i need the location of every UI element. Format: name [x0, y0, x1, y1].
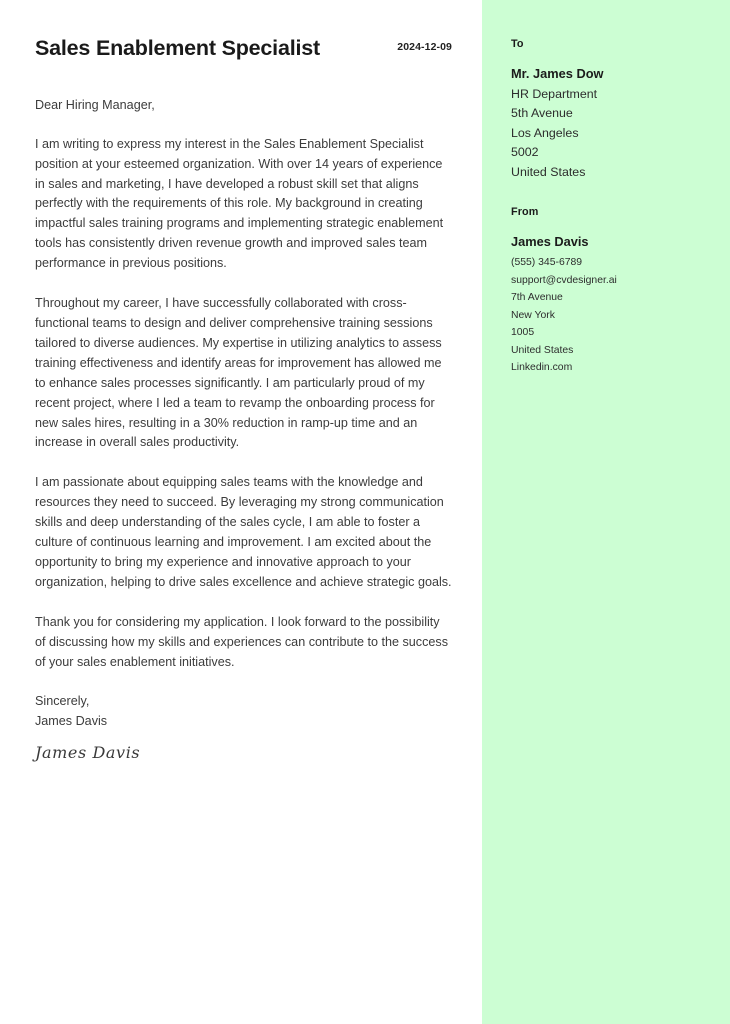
page-title: Sales Enablement Specialist [35, 36, 320, 60]
sender-block [511, 206, 710, 376]
recipient-line: 5th Avenue [511, 106, 573, 121]
salutation: Dear Hiring Manager, [35, 97, 155, 112]
sender-line: United States [511, 344, 574, 356]
letter-date: 2024-12-09 [397, 41, 452, 53]
letter-paragraph: I am writing to express my interest in the Sales Enablement Specialist position at your esteemed organization. With over 14 years of experience in sales and marketing, I have developed a robust skill set that aligns perfectly with the requirements of this role. My background in creating impactful sales training programs and implementing strategic enablement tools has consistently driven revenue growth and improved sales team performance in previous positions. [35, 136, 444, 271]
recipient-line: United States [511, 164, 586, 179]
letter-paragraph: Throughout my career, I have successfully collaborated with cross-functional teams to design and deliver comprehensive training sessions tailored to diverse audiences. My expertise in utilizing analytics to assess training effectiveness and identify areas for improvement has allowed me to enhance sales processes significantly. I am particularly proud of my recent project, where I led a team to revamp the onboarding process for new sales hires, resulting in a 30% reduction in ramp-up time and an increase in overall sales productivity. [35, 296, 442, 450]
sender-linkedin[interactable]: Linkedin.com [511, 361, 573, 373]
recipient-line: Los Angeles [511, 125, 579, 140]
recipient-heading: To [511, 38, 524, 50]
recipient-line: 5002 [511, 145, 539, 160]
letter-header [35, 36, 452, 61]
sender-name: James Davis [511, 234, 589, 250]
recipient-line: HR Department [511, 86, 598, 101]
sender-phone: (555) 345-6789 [511, 257, 583, 269]
letter-paragraph: Thank you for considering my application. I look forward to the possibility of discussing how my skills and experiences can contribute to the success of your sales enablement initiatives. [35, 614, 448, 669]
sender-heading: From [511, 206, 539, 219]
letter-closing [35, 692, 452, 731]
letter-paragraph: I am passionate about equipping sales teams with the knowledge and resources they need to succeed. By leveraging my strong communication skills and deep understanding of the sales cycle, I am able to foster a culture of continuous learning and improvement. I am excited about the opportunity to bring my experience and innovative approach to your organization, helping to drive sales excellence and achieve strategic goals. [35, 475, 452, 589]
sender-line: New York [511, 309, 555, 321]
signature: James Davis [35, 743, 141, 763]
closing-salutation: Sincerely, [35, 694, 90, 709]
sender-email[interactable]: support@cvdesigner.ai [511, 274, 617, 286]
sender-line: 7th Avenue [511, 292, 563, 304]
recipient-block [511, 38, 710, 182]
contact-sidebar [482, 0, 730, 1024]
sender-line: 1005 [511, 327, 535, 339]
recipient-name: Mr. James Dow [511, 66, 604, 81]
closing-name: James Davis [35, 713, 108, 728]
